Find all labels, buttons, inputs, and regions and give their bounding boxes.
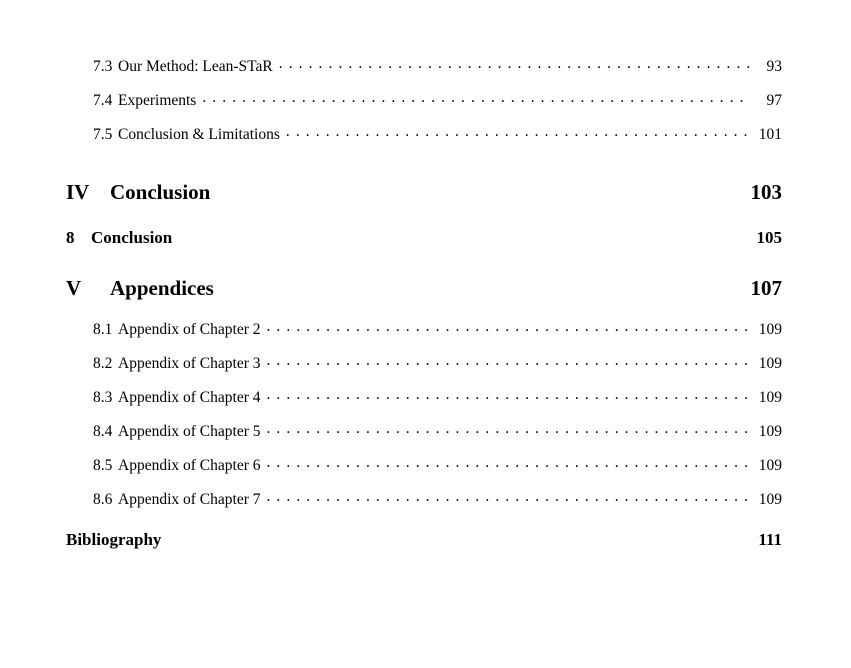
toc-part-number: IV xyxy=(66,180,90,204)
table-of-contents xyxy=(66,48,782,548)
toc-entry-page: 97 xyxy=(766,92,782,109)
toc-entry-page: 109 xyxy=(758,389,782,406)
spacer xyxy=(66,299,782,311)
toc-leader-dots xyxy=(266,353,750,369)
toc-entry-number: 7.4 xyxy=(93,92,113,109)
toc-entry-subsection[interactable] xyxy=(66,379,782,413)
toc-part-title: Appendices xyxy=(110,276,214,300)
toc-entry-chapter[interactable] xyxy=(66,229,782,246)
toc-leader-dots xyxy=(286,124,750,140)
toc-entry-title: Appendix of Chapter 3 xyxy=(118,355,261,372)
toc-leader-dots xyxy=(266,455,750,471)
toc-entry-subsection[interactable] xyxy=(66,116,782,150)
toc-part-title: Conclusion xyxy=(110,180,211,204)
toc-entry-subsection[interactable] xyxy=(66,82,782,116)
toc-entry-page: 109 xyxy=(758,321,782,338)
toc-entry-title: Appendix of Chapter 6 xyxy=(118,457,261,474)
toc-chapter-number: 8 xyxy=(66,228,75,247)
toc-chapter-page: 111 xyxy=(758,530,782,549)
toc-part-page: 107 xyxy=(750,276,782,300)
spacer xyxy=(66,515,782,531)
toc-entry-subsection[interactable] xyxy=(66,447,782,481)
toc-part-page: 103 xyxy=(750,180,782,204)
toc-entry-number: 8.2 xyxy=(93,355,113,372)
toc-chapter-title: Conclusion xyxy=(91,228,173,247)
toc-part-number: V xyxy=(66,276,82,300)
toc-entry-subsection[interactable] xyxy=(66,413,782,447)
toc-entry-number: 7.5 xyxy=(93,126,113,143)
toc-leader-dots xyxy=(279,56,750,72)
toc-entry-title: Conclusion & Limitations xyxy=(118,126,280,143)
toc-entry-number: 8.3 xyxy=(93,389,113,406)
spacer xyxy=(66,246,782,278)
toc-entry-subsection[interactable] xyxy=(66,481,782,515)
toc-entry-subsection[interactable] xyxy=(66,48,782,82)
toc-entry-number: 8.4 xyxy=(93,423,113,440)
toc-entry-part[interactable] xyxy=(66,182,782,203)
toc-entry-part[interactable] xyxy=(66,278,782,299)
toc-entry-title: Our Method: Lean-STaR xyxy=(118,58,273,75)
toc-entry-title: Appendix of Chapter 4 xyxy=(118,389,261,406)
toc-entry-title: Appendix of Chapter 7 xyxy=(118,491,261,508)
toc-entry-subsection[interactable] xyxy=(66,311,782,345)
toc-entry-page: 109 xyxy=(758,457,782,474)
spacer xyxy=(66,150,782,182)
toc-chapter-page: 105 xyxy=(756,228,782,247)
toc-entry-title: Appendix of Chapter 2 xyxy=(118,321,261,338)
toc-entry-page: 109 xyxy=(758,423,782,440)
toc-entry-number: 8.6 xyxy=(93,491,113,508)
toc-entry-number: 8.5 xyxy=(93,457,113,474)
toc-entry-page: 101 xyxy=(758,126,782,143)
toc-entry-page: 109 xyxy=(758,355,782,372)
toc-leader-dots xyxy=(266,421,750,437)
toc-entry-number: 8.1 xyxy=(93,321,113,338)
toc-entry-page: 109 xyxy=(758,491,782,508)
toc-entry-number: 7.3 xyxy=(93,58,113,75)
toc-leader-dots xyxy=(202,90,750,106)
toc-entry-title: Appendix of Chapter 5 xyxy=(118,423,261,440)
toc-entry-bibliography[interactable] xyxy=(66,531,782,548)
toc-leader-dots xyxy=(266,489,750,505)
toc-entry-title: Experiments xyxy=(118,92,197,109)
toc-leader-dots xyxy=(266,387,750,403)
toc-leader-dots xyxy=(266,319,750,335)
spacer xyxy=(66,203,782,229)
toc-chapter-title: Bibliography xyxy=(66,530,162,549)
toc-entry-page: 93 xyxy=(766,58,782,75)
toc-entry-subsection[interactable] xyxy=(66,345,782,379)
